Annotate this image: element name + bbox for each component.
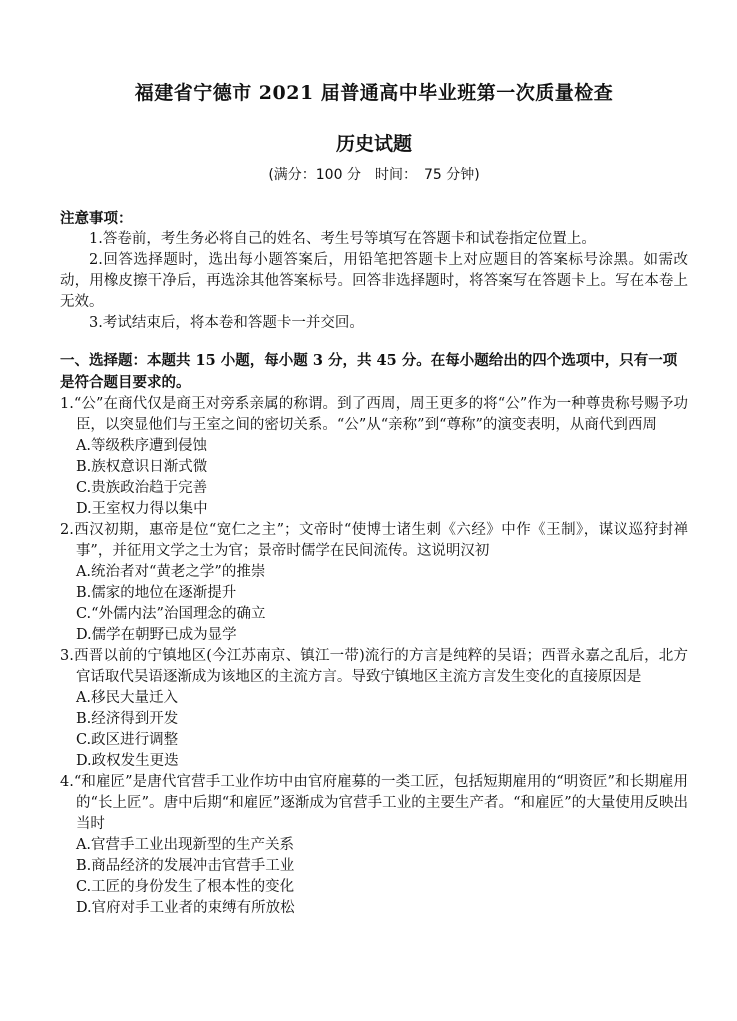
option-a: A.统治者对“黄老之学”的推崇	[75, 564, 266, 580]
question-stem: 1.“公”在商代仅是商王对旁系亲属的称谓。到了西周，周王更多的将“公”作为一种尊贵称号赐予功臣，以突显他们与王室之间的密切关系。“公”从“亲称”到“尊称”的演变表明，从商代到西周	[60, 396, 688, 433]
option-c: C.政区进行调整	[75, 732, 179, 748]
option-c: C.工匠的身份发生了根本性的变化	[75, 879, 295, 895]
option-b: B.经济得到开发	[75, 711, 179, 727]
notice-item: 3.考试结束后，将本卷和答题卡一并交回。	[89, 315, 364, 331]
question-stem: 2.西汉初期，惠帝是位“宽仁之主”；文帝时“使博士诸生刺《六经》中作《王制》，谋议巡狩封禅事”，并征用文学之士为官；景帝时儒学在民间流传。这说明汉初	[60, 522, 688, 559]
question-4	[60, 772, 688, 919]
option-b: B.儒家的地位在逐渐提升	[75, 585, 237, 601]
section-heading: 一、选择题：本题共 15 小题，每小题 3 分，共 45 分。在每小题给出的四个选项中，只有一项是符合题目要求的。	[60, 352, 678, 391]
option-d: D.王室权力得以集中	[75, 501, 208, 517]
option-c: C.贵族政治趋于完善	[75, 480, 208, 496]
question-1	[60, 394, 688, 520]
question-stem: 3.西晋以前的宁镇地区(今江苏南京、镇江一带)流行的方言是纯粹的吴语；西晋永嘉之乱后，北方官话取代吴语逐渐成为该地区的主流方言。导致宁镇地区主流方言发生变化的直接原因是	[60, 648, 688, 685]
notice-heading: 注意事项：	[60, 210, 133, 227]
option-b: B.族权意识日渐式微	[75, 459, 208, 475]
option-b: B.商品经济的发展冲击官营手工业	[75, 858, 295, 874]
question-stem: 4.“和雇匠”是唐代官营手工业作坊中由官府雇募的一类工匠，包括短期雇用的“明资匠”和长期雇用的“长上匠”。唐中后期“和雇匠”逐渐成为官营手工业的主要生产者。“和雇匠”的大量使用反映出当时	[60, 774, 688, 832]
option-d: D.政权发生更迭	[75, 753, 179, 769]
notice-item: 2.回答选择题时，选出每小题答案后，用铅笔把答题卡上对应题目的答案标号涂黑。如需改动，用橡皮擦干净后，再选涂其他答案标号。回答非选择题时，将答案写在答题卡上。写在本卷上无效。	[60, 252, 688, 310]
question-2	[60, 520, 688, 646]
notice-item: 1.答卷前，考生务必将自己的姓名、考生号等填写在答题卡和试卷指定位置上。	[89, 231, 596, 247]
exam-subject: 历史试题	[335, 133, 412, 155]
exam-meta: (满分：100 分 时间： 75 分钟)	[268, 167, 480, 183]
question-3	[60, 646, 688, 772]
exam-page	[60, 78, 688, 919]
option-a: A.等级秩序遭到侵蚀	[75, 438, 208, 454]
option-a: A.移民大量迁入	[75, 690, 179, 706]
option-d: D.官府对手工业者的束缚有所放松	[75, 900, 295, 916]
option-d: D.儒学在朝野已成为显学	[75, 627, 237, 643]
exam-title: 福建省宁德市 2021 届普通高中毕业班第一次质量检查	[134, 82, 614, 104]
option-a: A.官营手工业出现新型的生产关系	[75, 837, 295, 853]
option-c: C.“外儒内法”治国理念的确立	[75, 606, 266, 622]
